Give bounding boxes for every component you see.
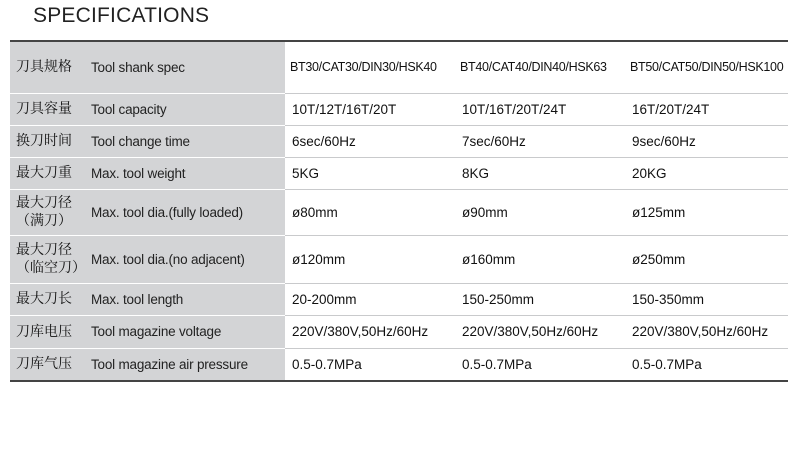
table-row-max-tool-length [10, 283, 788, 315]
row-label-cn [10, 235, 87, 283]
page-title: SPECIFICATIONS [33, 4, 210, 27]
table-row-max-tool-dia-no-adjacent [10, 235, 788, 283]
cell-value: 9sec/60Hz [625, 125, 788, 157]
cell-value: 5KG [285, 157, 455, 189]
row-label-en: Tool shank spec [87, 41, 285, 93]
table-row-tool-change-time [10, 125, 788, 157]
cell-value: ø90mm [455, 189, 625, 235]
table-row-max-tool-dia-fully-loaded [10, 189, 788, 235]
row-label-cn-line2: （满刀） [16, 213, 72, 229]
cell-value: 10T/12T/16T/20T [285, 93, 455, 125]
cell-value: BT50/CAT50/DIN50/HSK100 [625, 41, 788, 93]
cell-value: BT40/CAT40/DIN40/HSK63 [455, 41, 625, 93]
cell-value: 16T/20T/24T [625, 93, 788, 125]
row-label-en: Tool capacity [87, 93, 285, 125]
row-label-cn: 刀具容量 [10, 93, 87, 125]
cell-value: ø120mm [285, 235, 455, 283]
row-label-cn-line1: 最大刀径 [16, 242, 72, 258]
cell-value: 150-250mm [455, 283, 625, 315]
row-label-cn [10, 189, 87, 235]
row-label-en: Max. tool dia.(fully loaded) [87, 189, 285, 235]
row-label-en: Max. tool weight [87, 157, 285, 189]
row-label-cn: 刀库电压 [10, 315, 87, 348]
cell-value: ø80mm [285, 189, 455, 235]
cell-value: 150-350mm [625, 283, 788, 315]
row-label-en: Tool change time [87, 125, 285, 157]
cell-value: 20KG [625, 157, 788, 189]
row-label-cn-line2: （临空刀） [16, 260, 86, 276]
cell-value: ø160mm [455, 235, 625, 283]
row-label-cn: 刀库气压 [10, 348, 87, 381]
cell-value: 10T/16T/20T/24T [455, 93, 625, 125]
cell-value: 20-200mm [285, 283, 455, 315]
row-label-en: Tool magazine voltage [87, 315, 285, 348]
table-row-max-tool-weight [10, 157, 788, 189]
cell-value: 8KG [455, 157, 625, 189]
table-row-tool-shank-spec [10, 41, 788, 93]
row-label-cn: 换刀时间 [10, 125, 87, 157]
spec-table [10, 40, 788, 382]
row-label-cn: 刀具规格 [10, 41, 87, 93]
cell-value: 220V/380V,50Hz/60Hz [625, 315, 788, 348]
cell-value: BT30/CAT30/DIN30/HSK40 [285, 41, 455, 93]
table-row-tool-capacity [10, 93, 788, 125]
cell-value: ø125mm [625, 189, 788, 235]
cell-value: 220V/380V,50Hz/60Hz [455, 315, 625, 348]
cell-value: 6sec/60Hz [285, 125, 455, 157]
row-label-cn: 最大刀重 [10, 157, 87, 189]
row-label-cn-line1: 最大刀径 [16, 195, 72, 211]
cell-value: 220V/380V,50Hz/60Hz [285, 315, 455, 348]
row-label-en: Max. tool dia.(no adjacent) [87, 235, 285, 283]
cell-value: 0.5-0.7MPa [285, 348, 455, 381]
cell-value: 0.5-0.7MPa [455, 348, 625, 381]
table-row-tool-magazine-air-pressure [10, 348, 788, 381]
cell-value: ø250mm [625, 235, 788, 283]
cell-value: 7sec/60Hz [455, 125, 625, 157]
table-row-tool-magazine-voltage [10, 315, 788, 348]
row-label-en: Tool magazine air pressure [87, 348, 285, 381]
row-label-cn: 最大刀长 [10, 283, 87, 315]
cell-value: 0.5-0.7MPa [625, 348, 788, 381]
row-label-en: Max. tool length [87, 283, 285, 315]
